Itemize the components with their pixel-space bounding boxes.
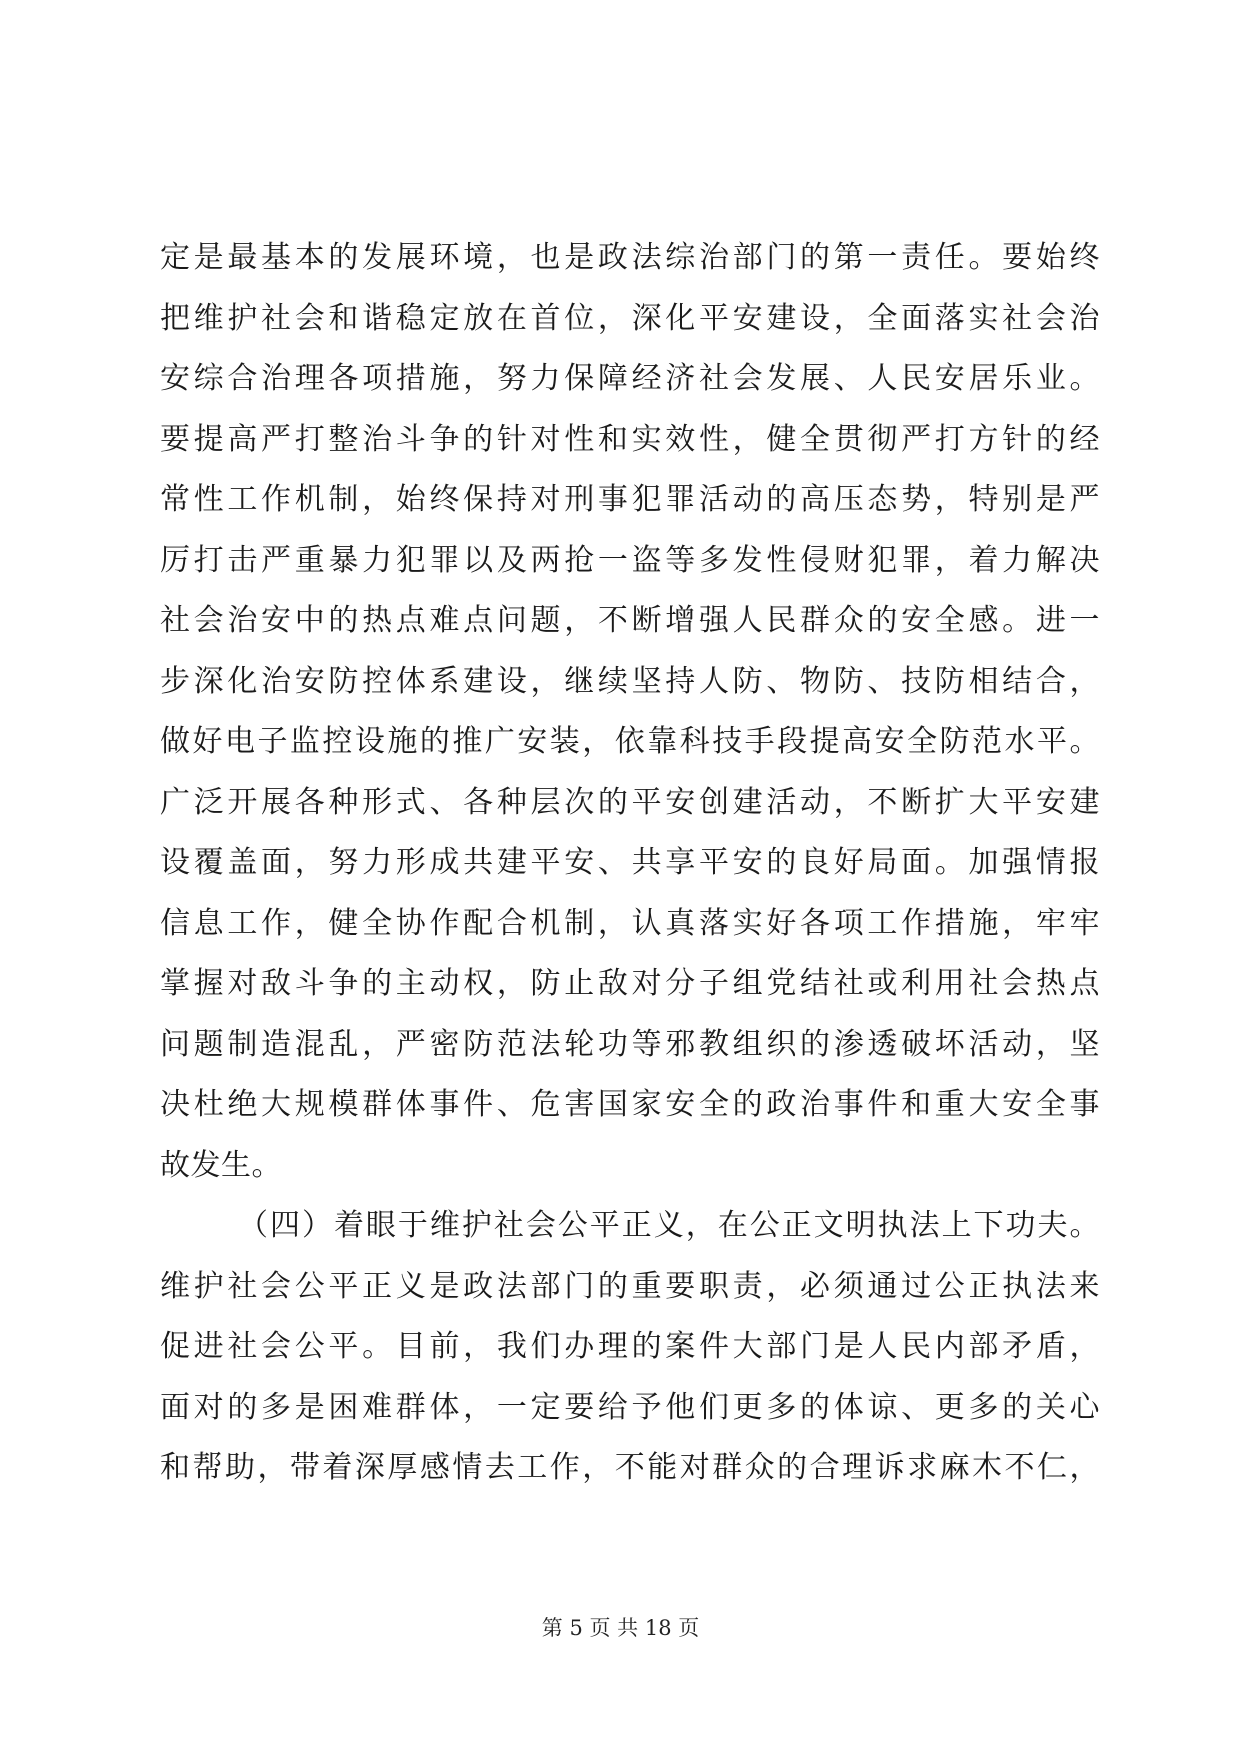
section-heading-line: （四）着眼于维护社会公平正义，在公正文明执法上下功夫。	[238, 1208, 1100, 1243]
text-line: 步深化治安防控体系建设，继续坚持人防、物防、技防相结合，	[160, 663, 1100, 699]
text-line: 常性工作机制，始终保持对刑事犯罪活动的高压态势，特别是严	[160, 482, 1100, 517]
text-line: 安综合治理各项措施，努力保障经济社会发展、人民安居乐业。	[160, 361, 1100, 396]
text-line: 社会治安中的热点难点问题，不断增强人民群众的安全感。进一	[160, 603, 1100, 638]
text-line: 广泛开展各种形式、各种层次的平安创建活动，不断扩大平安建	[160, 784, 1100, 820]
text-line: 信息工作，健全协作配合机制，认真落实好各项工作措施，牢牢	[160, 905, 1100, 941]
text-line: 维护社会公平正义是政法部门的重要职责，必须通过公正执法来	[160, 1268, 1100, 1304]
text-line: 设覆盖面，努力形成共建平安、共享平安的良好局面。加强情报	[160, 845, 1100, 880]
text-line-paragraph-end: 故发生。	[160, 1147, 282, 1183]
text-line: 厉打击严重暴力犯罪以及两抢一盗等多发性侵财犯罪，着力解决	[160, 542, 1100, 578]
page-number-footer: 第 5 页 共 18 页	[541, 1616, 700, 1640]
text-line: 促进社会公平。目前，我们办理的案件大部门是人民内部矛盾，	[160, 1329, 1100, 1364]
text-line: 要提高严打整治斗争的针对性和实效性，健全贯彻严打方针的经	[160, 421, 1100, 457]
text-line: 决杜绝大规模群体事件、危害国家安全的政治事件和重大安全事	[160, 1087, 1100, 1122]
text-line: 面对的多是困难群体，一定要给予他们更多的体谅、更多的关心	[160, 1389, 1100, 1425]
text-line: 掌握对敌斗争的主动权，防止敌对分子组党结社或利用社会热点	[160, 966, 1100, 1001]
text-line: 做好电子监控设施的推广安装，依靠科技手段提高安全防范水平。	[160, 724, 1100, 759]
text-line: 定是最基本的发展环境，也是政法综治部门的第一责任。要始终	[160, 240, 1100, 275]
text-line: 问题制造混乱，严密防范法轮功等邪教组织的渗透破坏活动，坚	[160, 1026, 1100, 1062]
text-line: 和帮助，带着深厚感情去工作，不能对群众的合理诉求麻木不仁，	[160, 1450, 1100, 1485]
body-text	[160, 228, 1100, 1499]
text-line: 把维护社会和谐稳定放在首位，深化平安建设，全面落实社会治	[160, 300, 1100, 336]
